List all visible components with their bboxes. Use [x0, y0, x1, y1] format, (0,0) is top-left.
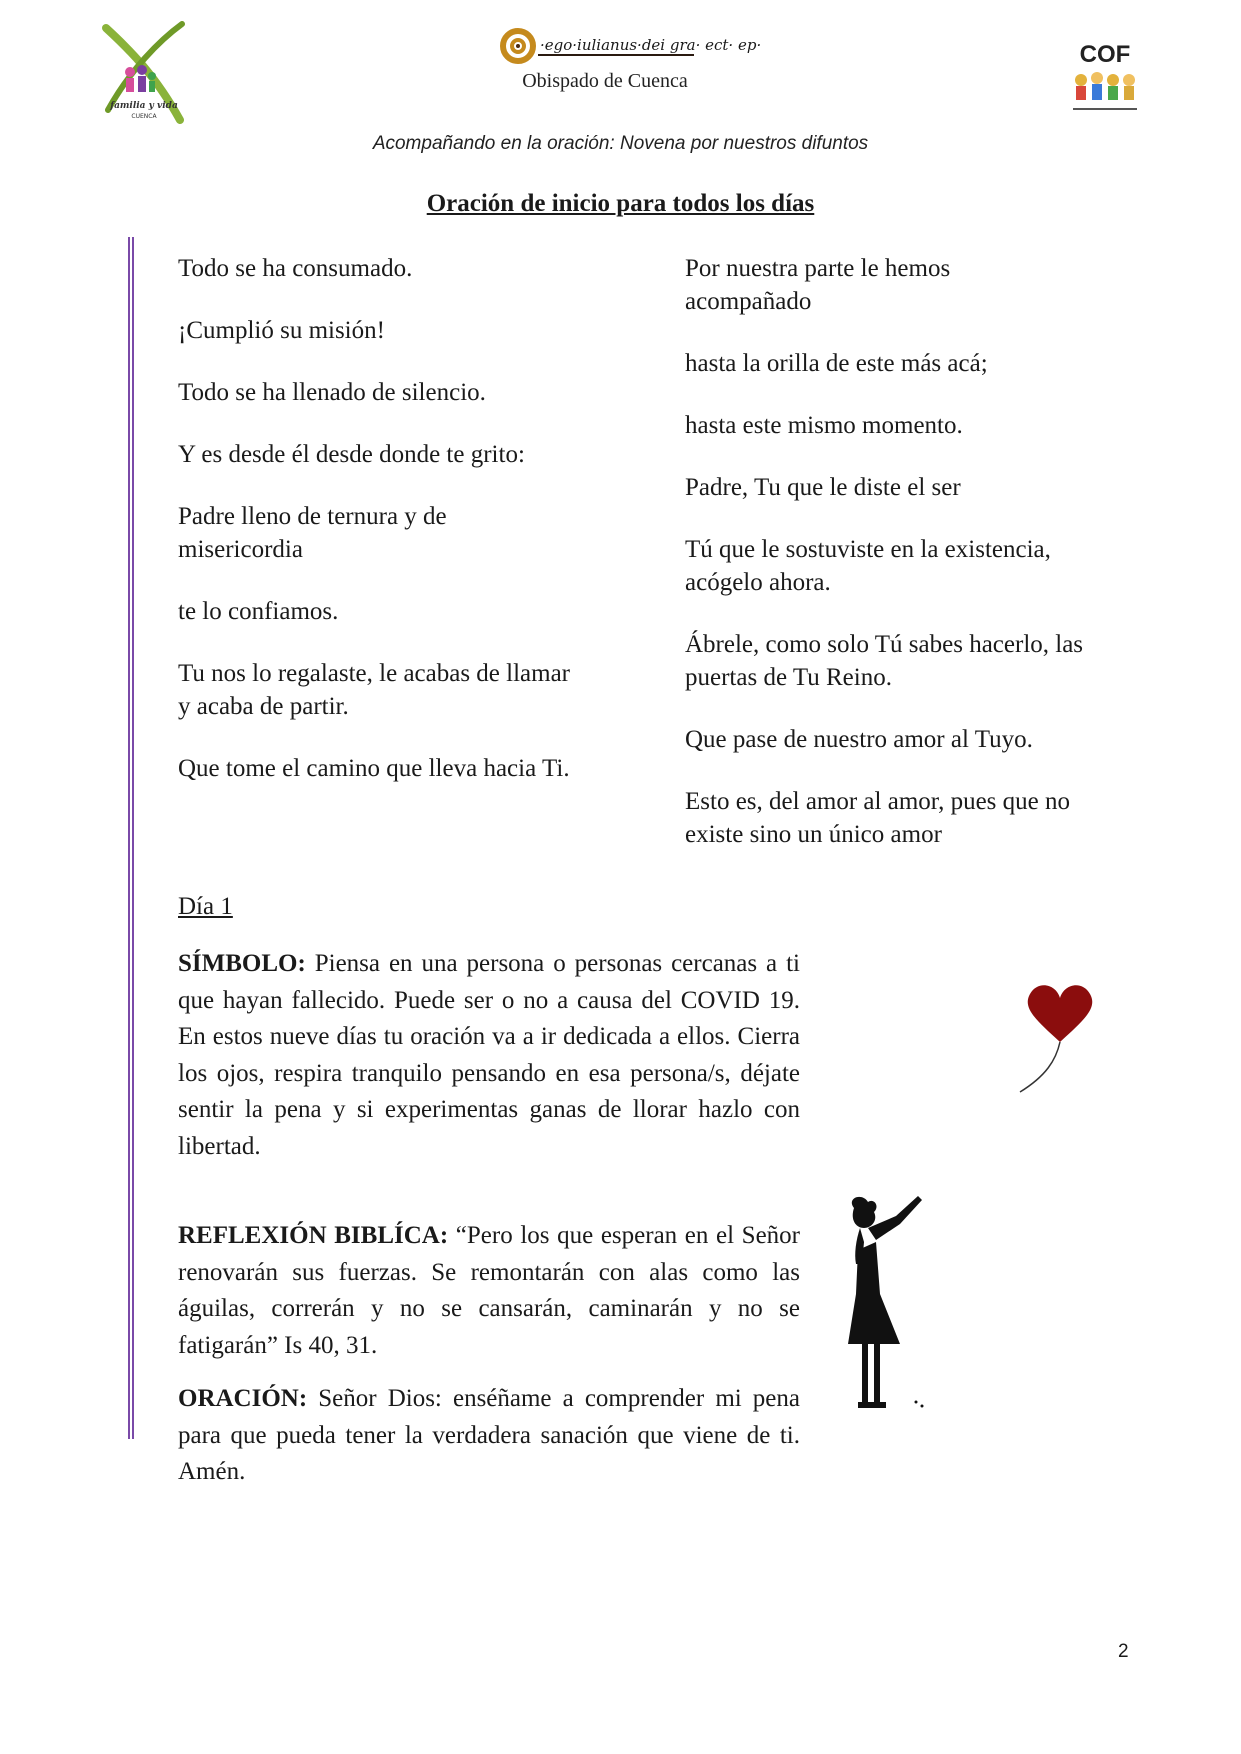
- obispado-logo: [500, 26, 762, 102]
- page-number: 2: [1118, 1641, 1129, 1662]
- simbolo-label: SÍMBOLO:: [178, 950, 306, 977]
- prayer-line: Todo se ha llenado de silencio.: [178, 379, 486, 406]
- document-subtitle: Acompañando en la oración: Novena por nuestros difuntos: [372, 133, 869, 154]
- prayer-line: Y es desde él desde donde te grito:: [178, 441, 525, 468]
- day-heading: Día 1: [178, 893, 233, 920]
- prayer-left-column: [178, 252, 658, 814]
- prayer-right-column: [685, 252, 1145, 880]
- accent-bar: [128, 237, 134, 1439]
- prayer-line: hasta la orilla de este más acá;: [685, 350, 988, 377]
- cof-logo: [1065, 40, 1145, 120]
- prayer-line: Ábrele, como solo Tú sabes hacerlo, las puertas de Tu Reino.: [685, 631, 1084, 691]
- prayer-line: Padre, Tu que le diste el ser: [685, 474, 961, 501]
- logo-caption-1: familia y vida: [110, 101, 178, 111]
- logo-org-name: Obispado de Cuenca: [522, 70, 688, 92]
- prayer-line: Esto es, del amor al amor, pues que no existe sino un único amor: [685, 788, 1071, 848]
- simbolo-text: Piensa en una persona o personas cercanas a ti que hayan fallecido. Puede ser o no a causa del COVID 19. En estos nueve días tu oración va a ir dedicada a ellos. Cierra los ojos, respira tranquilo pensando en esa persona/s, déjate sentir la pena y si experimentas ganas de llorar hazlo con libertad.: [178, 950, 800, 1160]
- oracion-paragraph: [178, 1381, 800, 1491]
- reflexion-text: “Pero los que esperan en el Señor renovarán sus fuerzas. Se remontarán con alas como las águilas, correrán y no se cansarán, caminarán y no se fatigarán” Is 40, 31.: [178, 1222, 800, 1359]
- prayer-line: Todo se ha consumado.: [178, 255, 413, 282]
- reflexion-paragraph: [178, 1218, 800, 1364]
- prayer-line: Por nuestra parte le hemos acompañado: [685, 255, 951, 315]
- prayer-line: Que tome el camino que lleva hacia Ti.: [178, 755, 570, 782]
- oracion-text: Señor Dios: enséñame a comprender mi pena para que pueda tener la verdadera sanación que viene de ti. Amén.: [178, 1385, 800, 1485]
- prayer-line: Padre lleno de ternura y de misericordia: [178, 503, 447, 563]
- logo-bar: [538, 54, 694, 56]
- simbolo-paragraph: [178, 946, 800, 1165]
- reflexion-label: REFLEXIÓN BIBLÍCA:: [178, 1222, 449, 1249]
- prayer-line: Tu nos lo regalaste, le acabas de llamar y acaba de partir.: [178, 660, 571, 720]
- logo-motto: ·ego·iulianus·dei gra· ect· ep·: [540, 36, 762, 54]
- prayer-line: ¡Cumplió su misión!: [178, 317, 385, 344]
- prayer-line: Que pase de nuestro amor al Tuyo.: [685, 726, 1033, 753]
- page-title: Oración de inicio para todos los días: [426, 190, 815, 217]
- heart-balloon-image: [1016, 980, 1126, 1100]
- girl-silhouette-image: [834, 1194, 944, 1416]
- prayer-line: Tú que le sostuviste en la existencia, acógelo ahora.: [685, 536, 1051, 596]
- cof-logo-text: COF: [1079, 41, 1131, 68]
- prayer-line: te lo confiamos.: [178, 598, 339, 625]
- oracion-label: ORACIÓN:: [178, 1385, 308, 1412]
- familia-vida-logo: [100, 20, 188, 126]
- prayer-line: hasta este mismo momento.: [685, 412, 963, 439]
- logo-caption-2: CUENCA: [131, 113, 157, 120]
